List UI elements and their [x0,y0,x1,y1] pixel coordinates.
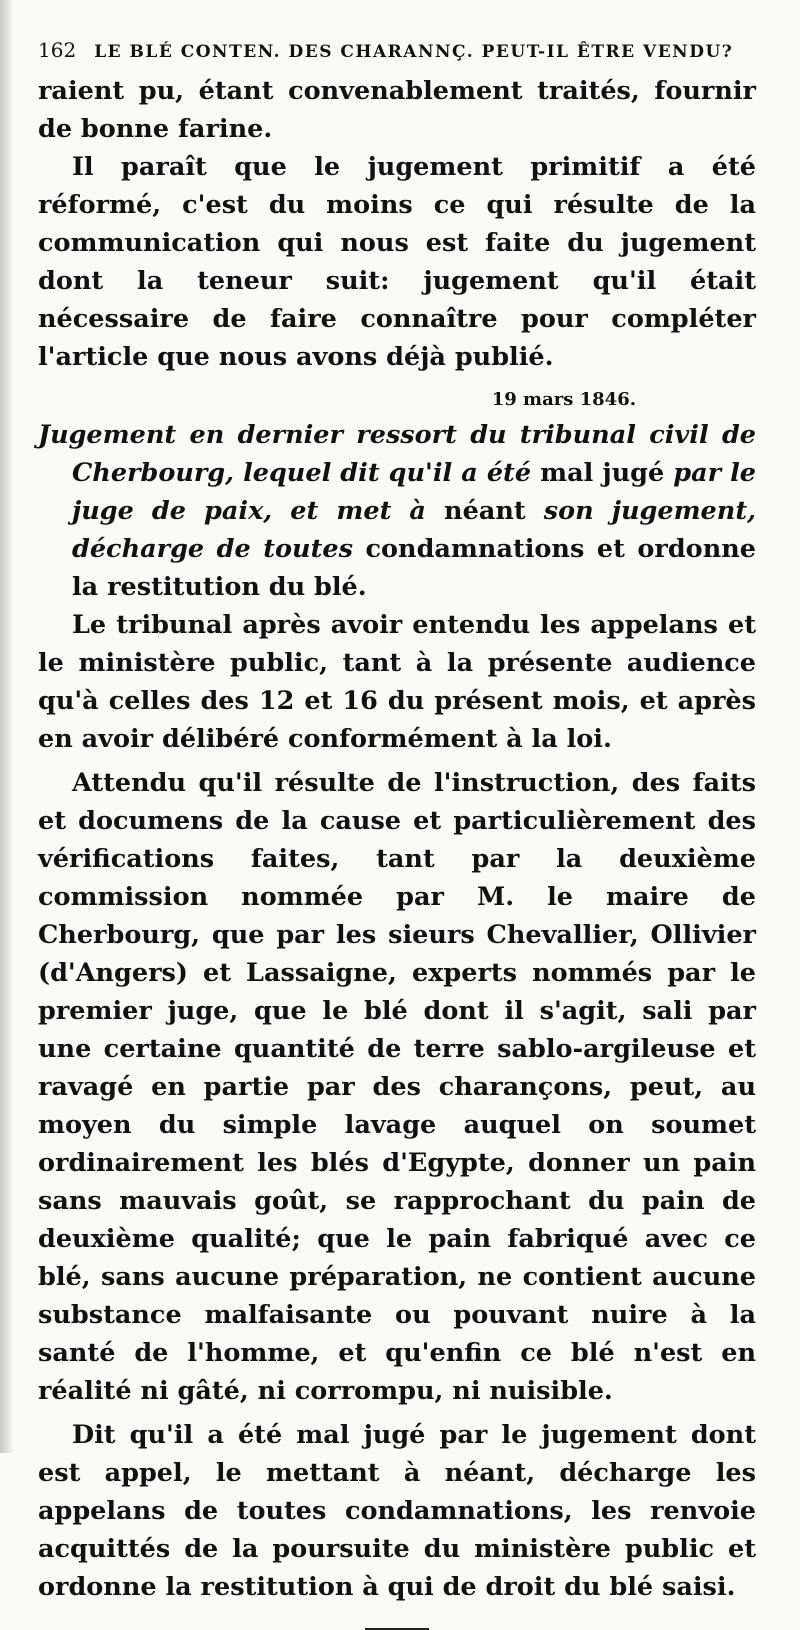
paragraph-intro: Il paraît que le jugement primitif a été réformé, c'est du moins ce qui résulte de la communication qui nous est faite du jugement dont la teneur suit: jugement qu'il était nécessaire de faire connaître pour compléter l'article que nous avons déjà publié. [38,152,756,372]
paragraph-attendu: Attendu qu'il résulte de l'instruction, des faits et documens de la cause et particulièrement des vérifications faites, tant par la deuxième commission nommée par M. le maire de Cherbourg, que par les sieurs Chevallier, Ollivier (d'Angers) et Lassaigne, experts nommés par le premier juge, que le blé dont il s'agit, sali par une certaine quantité de terre sablo-argileuse et ravagé en partie par des charançons, peut, au moyen du simple lavage auquel on soumet ordinairement les blés d'Egypte, donner un pain sans mauvais goût, se rapprochant du pain de deuxième qualité; que le pain fabriqué avec ce blé, sans aucune préparation, ne contient aucune substance malfaisante ou pouvant nuire à la santé de l'homme, et qu'enfin ce blé n'est en réalité ni gâté, ni corrompu, ni nuisible. [38,768,756,1406]
judgment-summary [38,416,756,606]
paragraph-continuation: raient pu, étant convenablement traités, fournir de bonne farine. [38,76,756,144]
paragraph-tribunal: Le tribunal après avoir entendu les appelans et le ministère public, tant à la présente audience qu'à celles des 12 et 16 du présent mois, et après en avoir délibéré conformément à la loi. [38,610,756,754]
summary-italic-2: par le juge de paix, et met à [72,458,756,526]
page-number: 162 [38,38,77,62]
running-title: LE BLÉ CONTEN. DES CHARANNÇ. PEUT-IL ÊTRE VENDU? [94,42,734,62]
running-head [38,38,756,62]
summary-roman-3: condamnations et ordonne la restitution du blé. [72,534,756,602]
paragraph-verdict: Dit qu'il a été mal jugé par le jugement dont est appel, le mettant à néant, décharge les appelans de toutes condamnations, les renvoie acquittés de la poursuite du ministère public et ordonne la restitution à qui de droit du blé saisi. [38,1420,756,1602]
body-text [38,72,756,1606]
summary-roman-1: mal jugé [531,458,674,488]
spine-shadow [0,0,14,1453]
summary-italic-3: son jugement, décharge de toutes [72,496,756,564]
summary-roman-2: néant [425,496,544,526]
summary-italic-1: Jugement en dernier ressort du tribunal civil de Cherbourg, lequel dit qu'il a été [38,420,756,488]
judgment-date: 19 mars 1846. [491,389,636,410]
